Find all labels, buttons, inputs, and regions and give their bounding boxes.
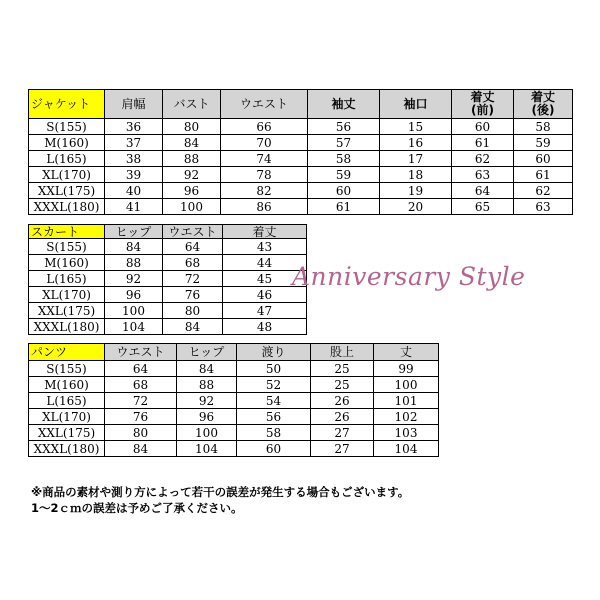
measurement-cell: 84 (105, 441, 177, 457)
measurement-cell: 48 (223, 319, 307, 335)
measurement-cell: 50 (237, 361, 311, 377)
measurement-cell: 45 (223, 271, 307, 287)
measurement-cell: 25 (311, 361, 374, 377)
size-label-cell: XXL(175) (29, 425, 105, 441)
size-label-cell: XL(170) (29, 167, 105, 183)
skirt-header-row (29, 225, 307, 239)
jacket-header-cell (514, 90, 573, 119)
jacket-header-cell: 肩幅 (105, 90, 163, 119)
measurement-cell: 61 (514, 167, 573, 183)
size-row (29, 409, 439, 425)
measurement-cell: 46 (223, 287, 307, 303)
disclaimer-note: ※商品の素材や測り方によって若干の誤差が発生する場合もございます。 (31, 485, 410, 499)
measurement-cell: 74 (221, 151, 308, 167)
size-row (29, 271, 307, 287)
measurement-cell: 99 (374, 361, 439, 377)
measurement-cell: 26 (311, 393, 374, 409)
pants-header-cell: パンツ (29, 344, 105, 361)
measurement-cell: 38 (105, 151, 163, 167)
skirt-header-cell: スカート (29, 225, 105, 239)
measurement-cell: 61 (452, 135, 514, 151)
size-label-cell: M(160) (29, 135, 105, 151)
measurement-cell: 40 (105, 183, 163, 199)
pants-header-cell: 股上 (311, 344, 374, 361)
measurement-cell: 104 (177, 441, 237, 457)
measurement-cell: 59 (308, 167, 380, 183)
size-row (29, 303, 307, 319)
skirt-header-cell: ウエスト (163, 225, 223, 239)
size-label-cell: S(155) (29, 361, 105, 377)
measurement-cell: 72 (163, 271, 223, 287)
measurement-cell: 78 (221, 167, 308, 183)
measurement-cell: 68 (163, 255, 223, 271)
measurement-cell: 92 (105, 271, 163, 287)
size-label-cell: M(160) (29, 377, 105, 393)
measurement-cell: 88 (177, 377, 237, 393)
pants-size-table (28, 343, 439, 457)
size-row (29, 255, 307, 271)
measurement-cell: 102 (374, 409, 439, 425)
measurement-cell: 100 (374, 377, 439, 393)
measurement-cell: 54 (237, 393, 311, 409)
size-row (29, 441, 439, 457)
measurement-cell: 104 (374, 441, 439, 457)
size-label-cell: S(155) (29, 239, 105, 255)
size-label-cell: XXL(175) (29, 303, 105, 319)
measurement-cell: 70 (221, 135, 308, 151)
measurement-cell: 63 (452, 167, 514, 183)
size-row (29, 377, 439, 393)
measurement-cell: 43 (223, 239, 307, 255)
measurement-cell: 25 (311, 377, 374, 393)
jacket-header-cell: 袖丈 (308, 90, 380, 119)
measurement-cell: 60 (514, 151, 573, 167)
measurement-cell: 96 (177, 409, 237, 425)
size-row (29, 287, 307, 303)
measurement-cell: 80 (163, 119, 221, 135)
jacket-header-cell: ウエスト (221, 90, 308, 119)
measurement-cell: 44 (223, 255, 307, 271)
measurement-cell: 37 (105, 135, 163, 151)
measurement-cell: 39 (105, 167, 163, 183)
measurement-cell: 27 (311, 441, 374, 457)
pants-header-cell: ヒップ (177, 344, 237, 361)
measurement-cell: 36 (105, 119, 163, 135)
measurement-cell: 68 (105, 377, 177, 393)
size-label-cell: XL(170) (29, 409, 105, 425)
measurement-cell: 84 (163, 319, 223, 335)
size-row (29, 167, 573, 183)
size-label-cell: L(165) (29, 393, 105, 409)
jacket-header-row (29, 90, 573, 119)
tolerance-note: 1～2ｃｍの誤差は予めご了承ください。 (31, 501, 243, 515)
size-row (29, 239, 307, 255)
measurement-cell: 41 (105, 199, 163, 215)
measurement-cell: 47 (223, 303, 307, 319)
measurement-cell: 92 (177, 393, 237, 409)
measurement-cell: 57 (308, 135, 380, 151)
measurement-cell: 100 (163, 199, 221, 215)
jacket-header-cell: バスト (163, 90, 221, 119)
measurement-cell: 96 (105, 287, 163, 303)
measurement-cell: 84 (163, 135, 221, 151)
measurement-cell: 92 (163, 167, 221, 183)
measurement-cell: 76 (163, 287, 223, 303)
jacket-size-table (28, 89, 573, 215)
measurement-cell: 19 (380, 183, 452, 199)
jacket-rows (29, 119, 573, 215)
measurement-cell: 26 (311, 409, 374, 425)
jacket-header-cell (452, 90, 514, 119)
size-row (29, 119, 573, 135)
jacket-header-text: 着丈 (前) (470, 90, 495, 117)
measurement-cell: 64 (105, 361, 177, 377)
jacket-header-cell: ジャケット (29, 90, 105, 119)
measurement-cell: 104 (105, 319, 163, 335)
skirt-rows (29, 239, 307, 335)
measurement-cell: 18 (380, 167, 452, 183)
measurement-cell: 66 (221, 119, 308, 135)
pants-header-cell: 丈 (374, 344, 439, 361)
measurement-cell: 103 (374, 425, 439, 441)
measurement-cell: 62 (452, 151, 514, 167)
measurement-cell: 58 (514, 119, 573, 135)
measurement-cell: 64 (452, 183, 514, 199)
measurement-cell: 100 (105, 303, 163, 319)
measurement-cell: 27 (311, 425, 374, 441)
measurement-cell: 56 (237, 409, 311, 425)
skirt-header-cell: ヒップ (105, 225, 163, 239)
size-row (29, 135, 573, 151)
pants-rows (29, 361, 439, 457)
size-label-cell: XL(170) (29, 287, 105, 303)
measurement-cell: 76 (105, 409, 177, 425)
measurement-cell: 58 (237, 425, 311, 441)
size-label-cell: M(160) (29, 255, 105, 271)
measurement-cell: 88 (105, 255, 163, 271)
measurement-cell: 58 (308, 151, 380, 167)
pants-header-row (29, 344, 439, 361)
measurement-cell: 60 (452, 119, 514, 135)
size-label-cell: XXXL(180) (29, 441, 105, 457)
size-row (29, 183, 573, 199)
jacket-header-text: 着丈 (後) (530, 90, 555, 117)
size-label-cell: XXXL(180) (29, 319, 105, 335)
size-row (29, 361, 439, 377)
pants-header-cell: 渡り (237, 344, 311, 361)
size-row (29, 393, 439, 409)
measurement-cell: 64 (163, 239, 223, 255)
measurement-cell: 96 (163, 183, 221, 199)
size-row (29, 199, 573, 215)
measurement-cell: 63 (514, 199, 573, 215)
measurement-cell: 59 (514, 135, 573, 151)
pants-header-cell: ウエスト (105, 344, 177, 361)
measurement-cell: 86 (221, 199, 308, 215)
measurement-cell: 82 (221, 183, 308, 199)
measurement-cell: 62 (514, 183, 573, 199)
size-row (29, 425, 439, 441)
measurement-cell: 15 (380, 119, 452, 135)
measurement-cell: 84 (177, 361, 237, 377)
size-label-cell: S(155) (29, 119, 105, 135)
skirt-header-cell: 着丈 (223, 225, 307, 239)
measurement-cell: 16 (380, 135, 452, 151)
measurement-cell: 17 (380, 151, 452, 167)
measurement-cell: 88 (163, 151, 221, 167)
size-label-cell: XXL(175) (29, 183, 105, 199)
measurement-cell: 80 (163, 303, 223, 319)
measurement-cell: 60 (237, 441, 311, 457)
brand-watermark: Anniversary Style (292, 262, 526, 291)
size-row (29, 151, 573, 167)
size-label-cell: L(165) (29, 271, 105, 287)
measurement-cell: 60 (308, 183, 380, 199)
measurement-cell: 101 (374, 393, 439, 409)
measurement-cell: 80 (105, 425, 177, 441)
measurement-cell: 56 (308, 119, 380, 135)
skirt-size-table (28, 224, 307, 335)
jacket-header-cell: 袖口 (380, 90, 452, 119)
measurement-cell: 65 (452, 199, 514, 215)
measurement-cell: 61 (308, 199, 380, 215)
measurement-cell: 52 (237, 377, 311, 393)
measurement-cell: 20 (380, 199, 452, 215)
size-row (29, 319, 307, 335)
measurement-cell: 100 (177, 425, 237, 441)
size-label-cell: XXXL(180) (29, 199, 105, 215)
size-label-cell: L(165) (29, 151, 105, 167)
measurement-cell: 72 (105, 393, 177, 409)
measurement-cell: 84 (105, 239, 163, 255)
